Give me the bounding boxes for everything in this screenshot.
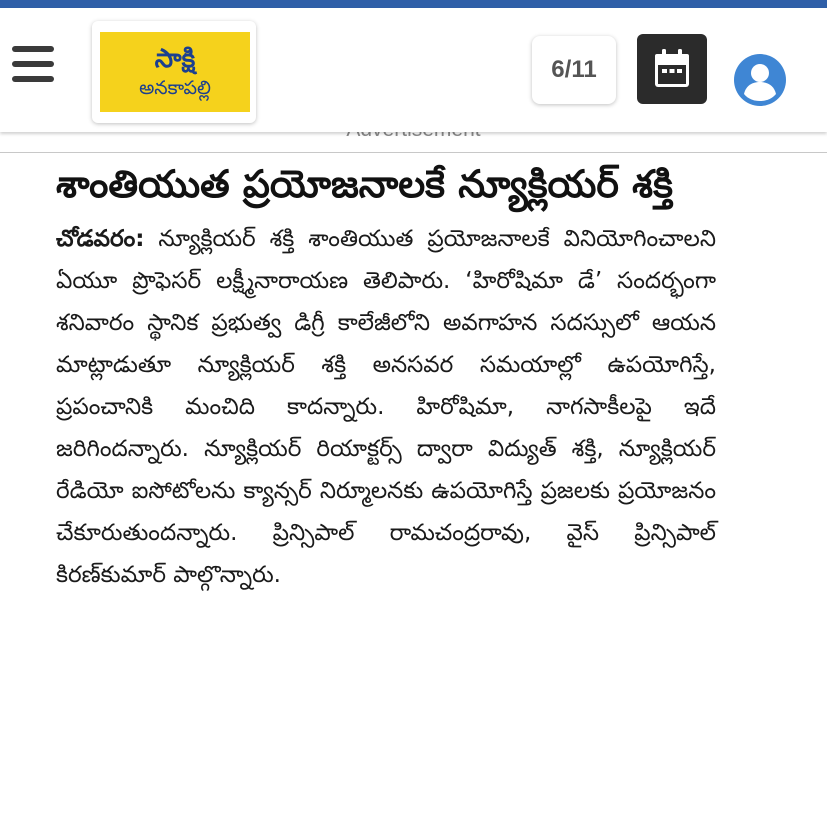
hamburger-menu-icon[interactable] [12,46,54,82]
logo-edition-name: అనకాపల్లి [139,77,211,99]
app-header [0,8,827,132]
user-avatar-icon [734,54,786,106]
logo-title: సాక్షి [154,44,196,74]
profile-button[interactable] [734,54,786,106]
edition-logo[interactable] [92,21,256,123]
calendar-icon [652,48,692,90]
logo-badge [100,32,250,112]
article-headline: శాంతియుత ప్రయోజనాలకే న్యూక్లియర్ శక్తి [56,162,673,206]
header-divider [0,152,827,153]
article-body-text: న్యూక్లియర్ శక్తి శాంతియుత ప్రయోజనాలకే వినియోగించాలని ఏయూ ప్రొఫెసర్ లక్ష్మీనారాయణ తెలిపారు. ‘హిరోషిమా డే’ సందర్భంగా శనివారం స్థానిక ప్రభుత్వ డిగ్రీ కాలేజీలోని అవగాహన సదస్సులో ఆయన మాట్లాడుతూ న్యూక్లియర్ శక్తి అనసవర సమయాల్లో ఉపయోగిస్తే, ప్రపంచానికి మంచిది కాదన్నారు. హిరోషిమా, నాగసాకీలపై ఇదే జరిగిందన్నారు. న్యూక్లియర్ రియాక్టర్స్ ద్వారా విద్యుత్ శక్తి, న్యూక్లియర్ రేడియో ఐసోటోలను క్యాన్సర్ నిర్మూలనకు ఉపయోగిస్తే ప్రజలకు ప్రయోజనం చేకూరుతుందన్నారు. ప్రిన్సిపాల్ రామచంద్రరావు, వైస్ ప్రిన్సిపాల్ కిరణ్‌కుమార్ పాల్గొన్నారు. [56,226,716,588]
article-body [56,218,716,596]
news-article [56,154,716,596]
calendar-button[interactable] [637,34,707,104]
article-dateline: చోడవరం: [56,226,145,252]
page-counter-button[interactable]: 6/11 [532,36,616,104]
